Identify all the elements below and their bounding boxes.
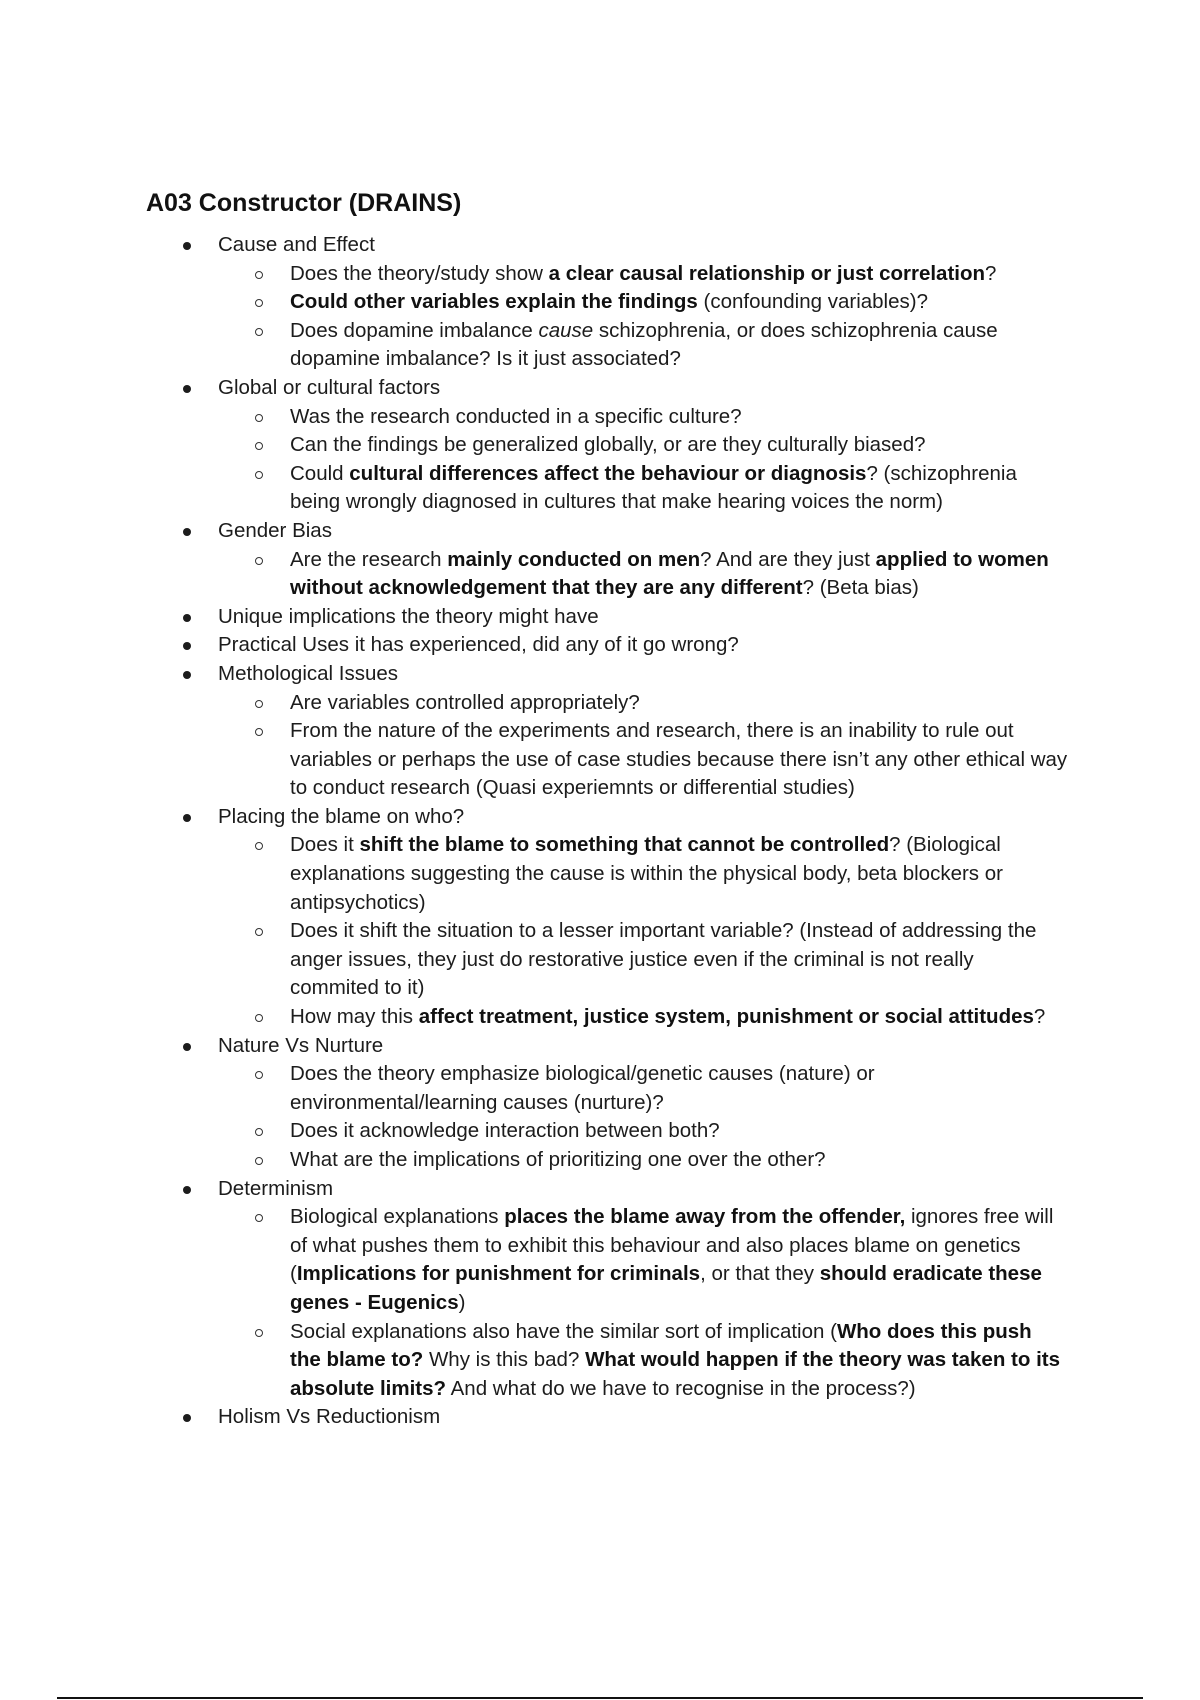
hollow-bullet-icon	[255, 842, 263, 850]
text-run: (confounding variables)?	[697, 290, 928, 314]
sub-list	[218, 1203, 1068, 1403]
list-item	[0, 660, 1068, 803]
list-item	[0, 374, 1068, 517]
text-run: Can the findings be generalized globally, or are they culturally biased?	[290, 433, 926, 457]
text-run: What are the implications of prioritizing one over the other?	[290, 1148, 826, 1171]
hollow-bullet-icon	[255, 728, 263, 736]
bold-text: should eradicate these genes - Eugenics	[290, 1262, 1042, 1314]
sub-list	[218, 689, 1068, 803]
text-run: Was the research conducted in a specific culture?	[290, 404, 742, 428]
text-run: Does it shift the situation to a lesser important variable? (Instead of addressing the anger issues, they just do restorative justice even if the criminal is not really commited to it)	[290, 919, 1037, 1000]
text-run: Does the theory/study show	[290, 261, 549, 285]
hollow-bullet-icon	[255, 471, 263, 479]
text-run: Does it	[290, 833, 360, 857]
list-item	[0, 631, 1068, 660]
text-run: ?	[1033, 1005, 1046, 1029]
text-run: ?	[985, 261, 997, 285]
sub-list-item	[218, 460, 1068, 517]
hollow-bullet-icon	[255, 1128, 263, 1136]
bullet-icon	[183, 1414, 191, 1422]
sub-list-item	[218, 1203, 1068, 1317]
text-run: Are the research	[290, 547, 448, 571]
list-item-label: Global or cultural factors	[218, 375, 441, 399]
list-item	[0, 803, 1068, 1032]
hollow-bullet-icon	[255, 271, 263, 279]
bullet-icon	[183, 614, 191, 622]
bullet-icon	[183, 385, 191, 393]
list-item-label: Methological Issues	[218, 661, 399, 685]
hollow-bullet-icon	[255, 700, 263, 708]
page-title: A03 Constructor (DRAINS)	[146, 189, 462, 217]
hollow-bullet-icon	[255, 442, 263, 450]
list-item	[0, 1032, 1068, 1175]
sub-list-item	[218, 1146, 1068, 1175]
text-run: Could	[290, 461, 350, 485]
sub-list-item	[218, 689, 1068, 718]
sub-list	[218, 831, 1068, 1031]
bullet-icon	[183, 528, 191, 536]
sub-list	[218, 403, 1068, 517]
list-item	[0, 517, 1068, 603]
text-run: ? And are they just	[700, 547, 876, 571]
hollow-bullet-icon	[255, 1014, 263, 1022]
sub-list-item	[218, 1117, 1068, 1146]
list-item	[0, 1175, 1068, 1404]
sub-list	[218, 260, 1068, 374]
text-run: Why is this bad?	[423, 1348, 586, 1372]
list-item-label: Holism Vs Reductionism	[218, 1405, 441, 1429]
bold-text: a clear causal relationship or just correlation	[548, 261, 986, 285]
bold-text: Who does this push the blame to?	[290, 1319, 1032, 1372]
list-item-label: Gender Bias	[218, 518, 332, 542]
text-run: Biological explanations	[290, 1205, 505, 1229]
text-run: , or that they	[700, 1262, 820, 1286]
bold-text: mainly conducted on men	[447, 547, 701, 571]
sub-list-item	[218, 431, 1068, 460]
bold-text: What would happen if the theory was taken to its absolute limits?	[290, 1348, 1061, 1400]
sub-list-item	[218, 403, 1068, 432]
hollow-bullet-icon	[255, 1071, 263, 1079]
bold-text: places the blame away from the offender,	[504, 1205, 906, 1229]
text-run: How may this	[290, 1005, 419, 1029]
bullet-icon	[183, 1043, 191, 1051]
sub-list-item	[218, 260, 1068, 289]
sub-list-item	[218, 317, 1068, 374]
sub-list-item	[218, 546, 1068, 603]
bullet-icon	[183, 242, 191, 250]
text-run: Does the theory emphasize biological/genetic causes (nature) or environmental/learning causes (nurture)?	[290, 1062, 875, 1114]
sub-list-item	[218, 1318, 1068, 1404]
bold-text: cultural differences affect the behaviour or diagnosis	[349, 461, 867, 485]
bullet-icon	[183, 671, 191, 679]
hollow-bullet-icon	[255, 1214, 263, 1222]
bold-text: Implications for punishment for criminals	[296, 1262, 701, 1286]
bold-text: applied to women without acknowledgement that they are any different	[290, 547, 1049, 600]
text-run: Does it acknowledge interaction between both?	[290, 1119, 720, 1143]
list-item-label: Placing the blame on who?	[218, 804, 465, 828]
text-run: )	[458, 1290, 466, 1314]
hollow-bullet-icon	[255, 299, 263, 307]
bullet-icon	[183, 642, 191, 650]
text-run: And what do we have to recognise in the process?)	[446, 1376, 916, 1400]
sub-list-item	[218, 1060, 1068, 1117]
sub-list-item	[218, 717, 1068, 803]
hollow-bullet-icon	[255, 414, 263, 422]
bold-text: affect treatment, justice system, punishment or social attitudes	[418, 1005, 1034, 1029]
hollow-bullet-icon	[255, 328, 263, 336]
sub-list-item	[218, 917, 1068, 1003]
text-run: ? (schizophrenia being wrongly diagnosed in cultures that make hearing voices the norm)	[290, 461, 1017, 514]
text-run: schizophrenia, or does schizophrenia cause dopamine imbalance? Is it just associated?	[290, 318, 998, 371]
text-run: Are variables controlled appropriately?	[290, 690, 640, 714]
text-run: Does dopamine imbalance	[290, 318, 539, 342]
text-run: From the nature of the experiments and research, there is an inability to rule out variables or perhaps the use of case studies because there isn’t any other ethical way to conduct research (Quasi experiemnts or differential studies)	[290, 719, 1068, 800]
sub-list-item	[218, 1003, 1068, 1032]
text-run: ? (Beta bias)	[802, 576, 919, 600]
bold-text: shift the blame to something that cannot be controlled	[359, 833, 890, 857]
sub-list	[218, 546, 1068, 603]
text-run: ignores free will of what pushes them to exhibit this behaviour and also places blame on genetics (	[290, 1205, 1054, 1286]
bullet-icon	[183, 814, 191, 822]
sub-list-item	[218, 288, 1068, 317]
list-item-label: Cause and Effect	[218, 233, 375, 256]
italic-text: cause	[538, 318, 594, 342]
sub-list	[218, 1060, 1068, 1174]
hollow-bullet-icon	[255, 1329, 263, 1337]
list-item	[0, 603, 1068, 632]
bold-text: Could other variables explain the findings	[290, 290, 698, 314]
footer-rule	[57, 1697, 1143, 1699]
hollow-bullet-icon	[255, 1157, 263, 1165]
bullet-icon	[183, 1186, 191, 1194]
drains-outline	[0, 231, 1200, 1432]
sub-list-item	[218, 831, 1068, 917]
list-item-label: Practical Uses it has experienced, did any of it go wrong?	[218, 633, 739, 657]
text-run: Social explanations also have the similar sort of implication (	[290, 1319, 837, 1343]
list-item	[0, 1403, 1068, 1432]
list-item-label: Unique implications the theory might have	[218, 604, 599, 628]
hollow-bullet-icon	[255, 928, 263, 936]
list-item-label: Determinism	[218, 1176, 334, 1200]
list-item-label: Nature Vs Nurture	[218, 1033, 384, 1057]
list-item	[0, 231, 1068, 374]
hollow-bullet-icon	[255, 557, 263, 565]
text-run: ? (Biological explanations suggesting the cause is within the physical body, beta blockers or antipsychotics)	[290, 833, 1003, 914]
